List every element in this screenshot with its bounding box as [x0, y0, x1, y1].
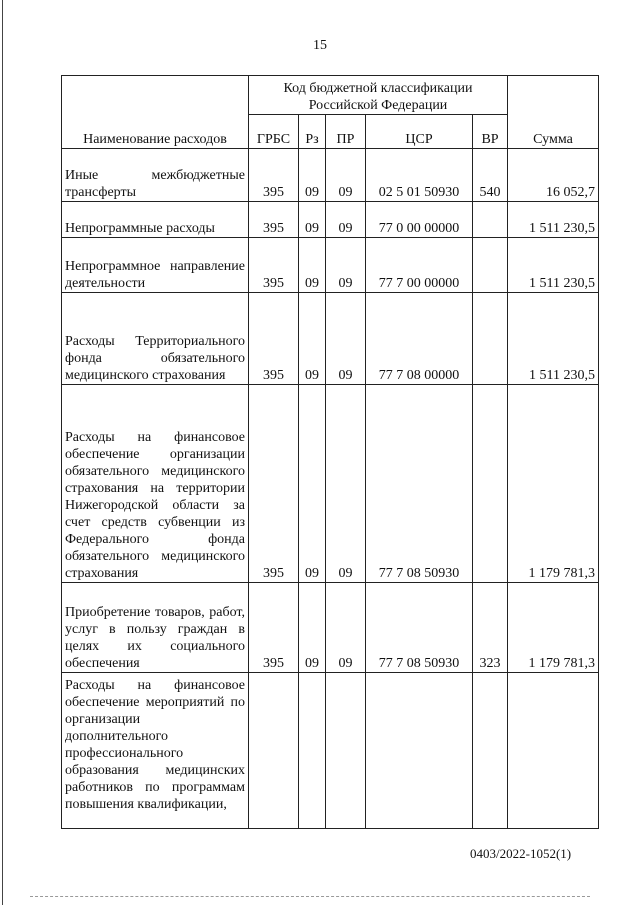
header-csr: ЦСР: [366, 115, 473, 149]
row-sum: 1 179 781,3: [508, 385, 599, 583]
row-name: Расходы Территориального фонда обязательного медицинского страхования: [62, 293, 249, 385]
row-vr: 540: [473, 149, 508, 202]
row-pr: 09: [326, 385, 366, 583]
row-grbs: 395: [249, 583, 299, 673]
row-grbs: 395: [249, 149, 299, 202]
page-left-edge: [2, 0, 3, 905]
row-name: Приобретение товаров, работ, услуг в пользу граждан в целях их социального обеспечения: [62, 583, 249, 673]
row-vr: [473, 238, 508, 293]
row-grbs: [249, 673, 299, 829]
row-pr: 09: [326, 202, 366, 238]
document-code: 0403/2022-1052(1): [470, 846, 572, 861]
row-rz: 09: [299, 149, 326, 202]
row-sum: 1 511 230,5: [508, 202, 599, 238]
row-grbs: 395: [249, 293, 299, 385]
header-code-group: Код бюджетной классификации Российской Федерации: [249, 76, 508, 115]
row-sum: 1 179 781,3: [508, 583, 599, 673]
row-sum: 1 511 230,5: [508, 238, 599, 293]
table-row: [62, 673, 599, 829]
row-rz: 09: [299, 385, 326, 583]
row-sum: 1 511 230,5: [508, 293, 599, 385]
row-sum: 16 052,7: [508, 149, 599, 202]
row-vr: [473, 385, 508, 583]
row-sum: [508, 673, 599, 829]
table-row: [62, 202, 599, 238]
header-vr: ВР: [473, 115, 508, 149]
row-vr: [473, 293, 508, 385]
row-pr: 09: [326, 238, 366, 293]
table-row: [62, 385, 599, 583]
scan-edge-line: [30, 896, 590, 897]
row-grbs: 395: [249, 385, 299, 583]
row-name: Иные межбюджетные трансферты: [62, 149, 249, 202]
row-name: Расходы на финансовое обеспечение мероприятий по организации дополнительного профессионального образования медицинских работников по программам повышения квалификации,: [62, 673, 249, 829]
row-vr: [473, 202, 508, 238]
row-grbs: 395: [249, 202, 299, 238]
row-pr: 09: [326, 583, 366, 673]
header-grbs: ГРБС: [249, 115, 299, 149]
budget-table: [61, 75, 599, 829]
row-csr: 02 5 01 50930: [366, 149, 473, 202]
row-rz: 09: [299, 202, 326, 238]
row-name: Расходы на финансовое обеспечение организации обязательного медицинского страхования на территории Нижегородской области за счет средств субвенции из Федерального фонда обязательного медицинского страхования: [62, 385, 249, 583]
row-csr: 77 7 00 00000: [366, 238, 473, 293]
row-csr: [366, 673, 473, 829]
table-row: [62, 149, 599, 202]
row-rz: 09: [299, 293, 326, 385]
row-name: Непрограммные расходы: [62, 202, 249, 238]
row-csr: 77 7 08 50930: [366, 385, 473, 583]
row-pr: 09: [326, 293, 366, 385]
row-rz: 09: [299, 238, 326, 293]
row-vr: [473, 673, 508, 829]
row-rz: [299, 673, 326, 829]
row-pr: 09: [326, 149, 366, 202]
row-csr: 77 0 00 00000: [366, 202, 473, 238]
header-name: Наименование расходов: [62, 76, 249, 149]
header-sum: Сумма: [508, 76, 599, 149]
row-rz: 09: [299, 583, 326, 673]
table-row: [62, 238, 599, 293]
row-pr: [326, 673, 366, 829]
row-csr: 77 7 08 50930: [366, 583, 473, 673]
header-rz: Рз: [299, 115, 326, 149]
row-vr: 323: [473, 583, 508, 673]
row-csr: 77 7 08 00000: [366, 293, 473, 385]
header-pr: ПР: [326, 115, 366, 149]
row-grbs: 395: [249, 238, 299, 293]
table-row: [62, 583, 599, 673]
page-number: 15: [313, 38, 327, 53]
table-row: [62, 293, 599, 385]
row-name: Непрограммное направление деятельности: [62, 238, 249, 293]
